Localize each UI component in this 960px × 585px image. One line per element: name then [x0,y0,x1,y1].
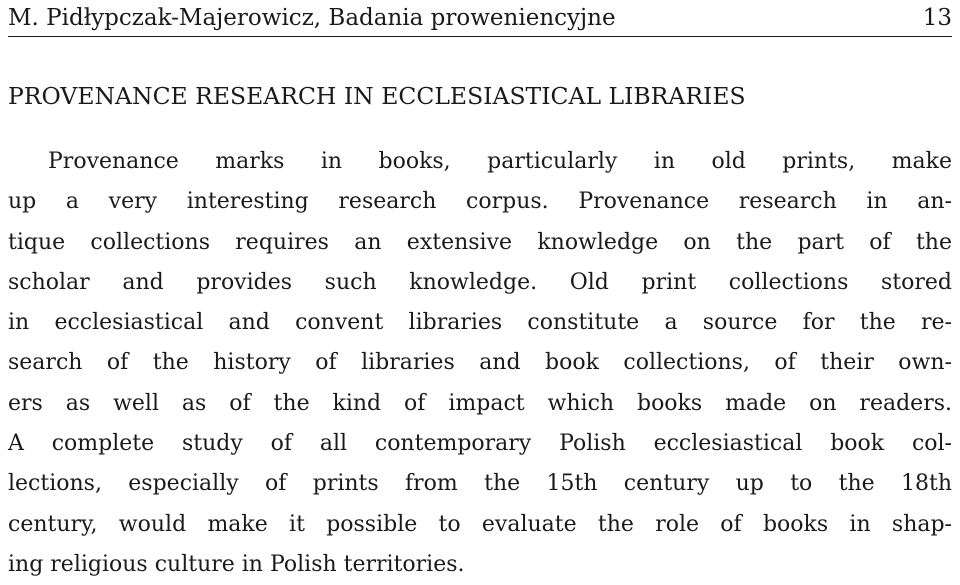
paragraph-line: ing religious culture in Polish territories. [8,551,465,577]
paragraph-line: tique collections requires an extensive knowledge on the part of the [8,229,952,255]
paragraph-line: lections, especially of prints from the 15th century up to the 18th [8,471,952,497]
paragraph-line: search of the history of libraries and book collections, of their own- [8,350,952,376]
abstract-paragraph [8,142,952,585]
article-title: PROVENANCE RESEARCH IN ECCLESIASTICAL LIBRARIES [8,81,746,110]
paragraph-line: century, would make it possible to evaluate the role of books in shap- [8,511,952,537]
running-title: M. Pidłypczak-Majerowicz, Badania proweniencyjne [8,5,616,31]
paragraph-line: in ecclesiastical and convent libraries constitute a source for the re- [8,310,952,336]
paragraph-line: ers as well as of the kind of impact which books made on readers. [8,390,952,416]
paragraph-line: up a very interesting research corpus. Provenance research in an- [8,189,952,215]
paragraph-line: scholar and provides such knowledge. Old print collections stored [8,269,952,295]
page-number: 13 [922,5,952,31]
paragraph-line: Provenance marks in books, particularly in old prints, make [48,149,952,174]
paragraph-line: A complete study of all contemporary Polish ecclesiastical book col- [8,431,952,457]
running-header [8,2,952,37]
